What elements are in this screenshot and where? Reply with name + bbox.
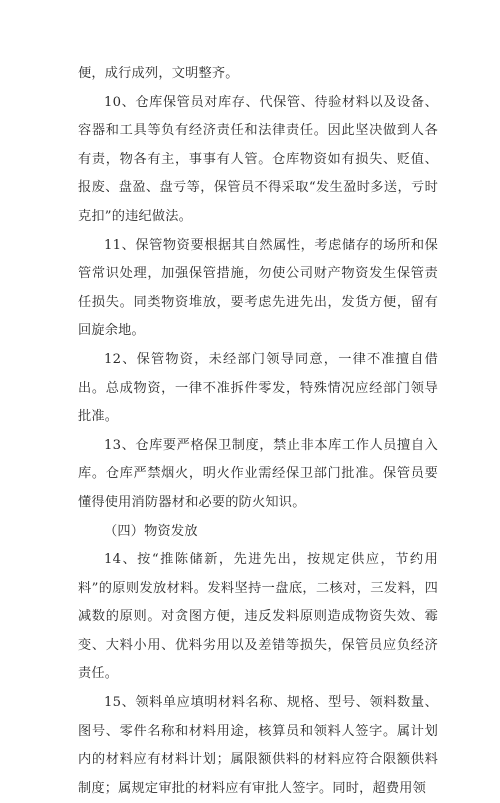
paragraph-article-10: 10、仓库保管员对库存、代保管、待验材料以及设备、容器和工具等负有经济责任和法律责任。因此坚决做到人各有责，物各有主，事事有人管。仓库物资如有损失、贬值、报废、盘盈、盘亏等，保管员不得采取“发生盈时多送，亏时克扣”的违纪做法。 [78,94,438,224]
paragraph-article-12: 12、保管物资，未经部门领导同意，一律不准擅自借出。总成物资，一律不准拆件零发，特殊情况应经部门领导批准。 [78,351,438,425]
paragraph-article-15: 15、领料单应填明材料名称、规格、型号、领料数量、图号、零件名称和材料用途，核算员和领料人签字。属计划内的材料应有材料计划；属限额供料的材料应符合限额供料制度；属规定审批的材料应有审批人签字。同时，超费用领 [78,695,438,796]
document-body [78,60,438,803]
section-heading-material-issuance: （四）物资发放 [104,523,198,539]
paragraph-article-13: 13、仓库要严格保卫制度，禁止非本库工作人员擅自入库。仓库严禁烟火，明火作业需经保卫部门批准。保管员要懂得使用消防器材和必要的防火知识。 [78,437,438,510]
paragraph-article-11: 11、保管物资要根据其自然属性，考虑储存的场所和保管常识处理，加强保管措施，勿使公司财产物资发生保管责任损失。同类物资堆放，要考虑先进先出，发货方便，留有回旋余地。 [78,237,438,339]
paragraph-article-14: 14、按“推陈储新，先进先出，按规定供应，节约用料”的原则发放材料。发料坚持一盘底，二核对，三发料，四减数的原则。对贪图方便，违反发料原则造成物资失效、霉变、大料小用、优料劣用以及差错等损失，保管员应负经济责任。 [78,552,438,682]
paragraph-continued: 便，成行成列，文明整齐。 [78,66,239,81]
